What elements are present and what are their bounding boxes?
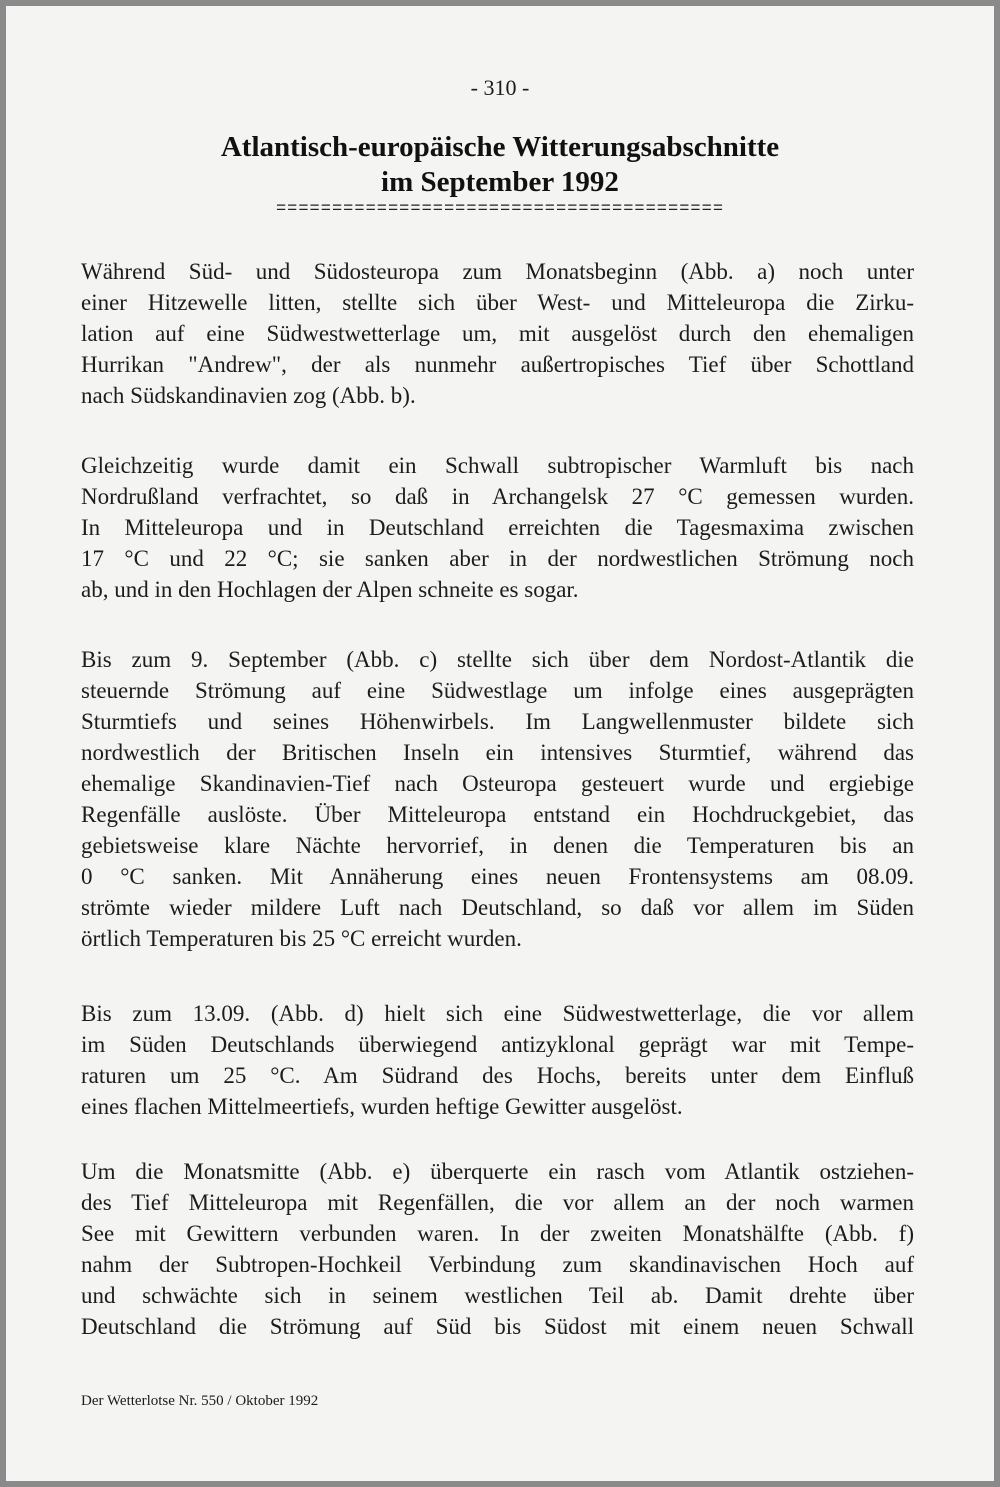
text-line: Bis zum 9. September (Abb. c) stellte sich über dem Nordost-Atlantik die: [81, 647, 914, 672]
text-line: örtlich Temperaturen bis 25 °C erreicht wurden.: [81, 926, 522, 951]
title-underline-rule: ========================================: [275, 200, 725, 219]
title-line-1: Atlantisch-europäische Witterungsabschnitte: [220, 131, 780, 163]
paragraph-3: [81, 644, 914, 954]
text-line: gebietsweise klare Nächte hervorrief, in denen die Temperaturen bis an: [81, 833, 914, 858]
text-line: Regenfälle auslöste. Über Mitteleuropa entstand ein Hochdruckgebiet, das: [81, 802, 914, 827]
title-line-2: im September 1992: [381, 166, 619, 198]
text-line: steuernde Strömung auf eine Südwestlage um infolge eines ausgeprägten: [81, 678, 914, 703]
text-line: eines flachen Mittelmeertiefs, wurden heftige Gewitter ausgelöst.: [81, 1094, 683, 1119]
text-line: Gleichzeitig wurde damit ein Schwall subtropischer Warmluft bis nach: [81, 453, 914, 478]
text-line: des Tief Mitteleuropa mit Regenfällen, die vor allem an der noch warmen: [81, 1190, 914, 1215]
document-title: [0, 130, 1000, 200]
text-line: und schwächte sich in seinem westlichen Teil ab. Damit drehte über: [81, 1283, 914, 1308]
text-line: Um die Monatsmitte (Abb. e) überquerte ein rasch vom Atlantik ostziehen-: [81, 1159, 914, 1184]
text-line: nahm der Subtropen-Hochkeil Verbindung zum skandinavischen Hoch auf: [81, 1252, 914, 1277]
text-line: ab, und in den Hochlagen der Alpen schneite es sogar.: [81, 577, 579, 602]
text-line: 17 °C und 22 °C; sie sanken aber in der nordwestlichen Strömung noch: [81, 546, 914, 571]
page-footer: Der Wetterlotse Nr. 550 / Oktober 1992: [81, 1393, 319, 1409]
text-line: Nordrußland verfrachtet, so daß in Archangelsk 27 °C gemessen wurden.: [81, 484, 914, 509]
text-line: nach Südskandinavien zog (Abb. b).: [81, 383, 416, 408]
text-line: einer Hitzewelle litten, stellte sich über West- und Mitteleuropa die Zirku-: [81, 290, 914, 315]
text-line: strömte wieder mildere Luft nach Deutschland, so daß vor allem im Süden: [81, 895, 914, 920]
paragraph-5: [81, 1156, 914, 1342]
page-number: - 310 -: [470, 75, 530, 100]
text-line: Deutschland die Strömung auf Süd bis Südost mit einem neuen Schwall: [81, 1314, 914, 1339]
text-line: 0 °C sanken. Mit Annäherung eines neuen Frontensystems am 08.09.: [81, 864, 914, 889]
paragraph-4: [81, 998, 914, 1122]
paragraph-1: [81, 256, 914, 411]
text-line: raturen um 25 °C. Am Südrand des Hochs, bereits unter dem Einfluß: [81, 1063, 914, 1088]
text-line: Sturmtiefs und seines Höhenwirbels. Im Langwellenmuster bildete sich: [81, 709, 914, 734]
text-line: Hurrikan "Andrew", der als nunmehr außertropisches Tief über Schottland: [81, 352, 914, 377]
text-line: Während Süd- und Südosteuropa zum Monatsbeginn (Abb. a) noch unter: [81, 259, 914, 284]
paragraph-2: [81, 450, 914, 605]
text-line: In Mitteleuropa und in Deutschland erreichten die Tagesmaxima zwischen: [81, 515, 914, 540]
text-line: nordwestlich der Britischen Inseln ein intensives Sturmtief, während das: [81, 740, 914, 765]
text-line: See mit Gewittern verbunden waren. In der zweiten Monatshälfte (Abb. f): [81, 1221, 914, 1246]
text-line: Bis zum 13.09. (Abb. d) hielt sich eine Südwestwetterlage, die vor allem: [81, 1001, 914, 1026]
text-line: im Süden Deutschlands überwiegend antizyklonal geprägt war mit Tempe-: [81, 1032, 914, 1057]
text-line: ehemalige Skandinavien-Tief nach Osteuropa gesteuert wurde und ergiebige: [81, 771, 914, 796]
text-line: lation auf eine Südwestwetterlage um, mit ausgelöst durch den ehemaligen: [81, 321, 914, 346]
